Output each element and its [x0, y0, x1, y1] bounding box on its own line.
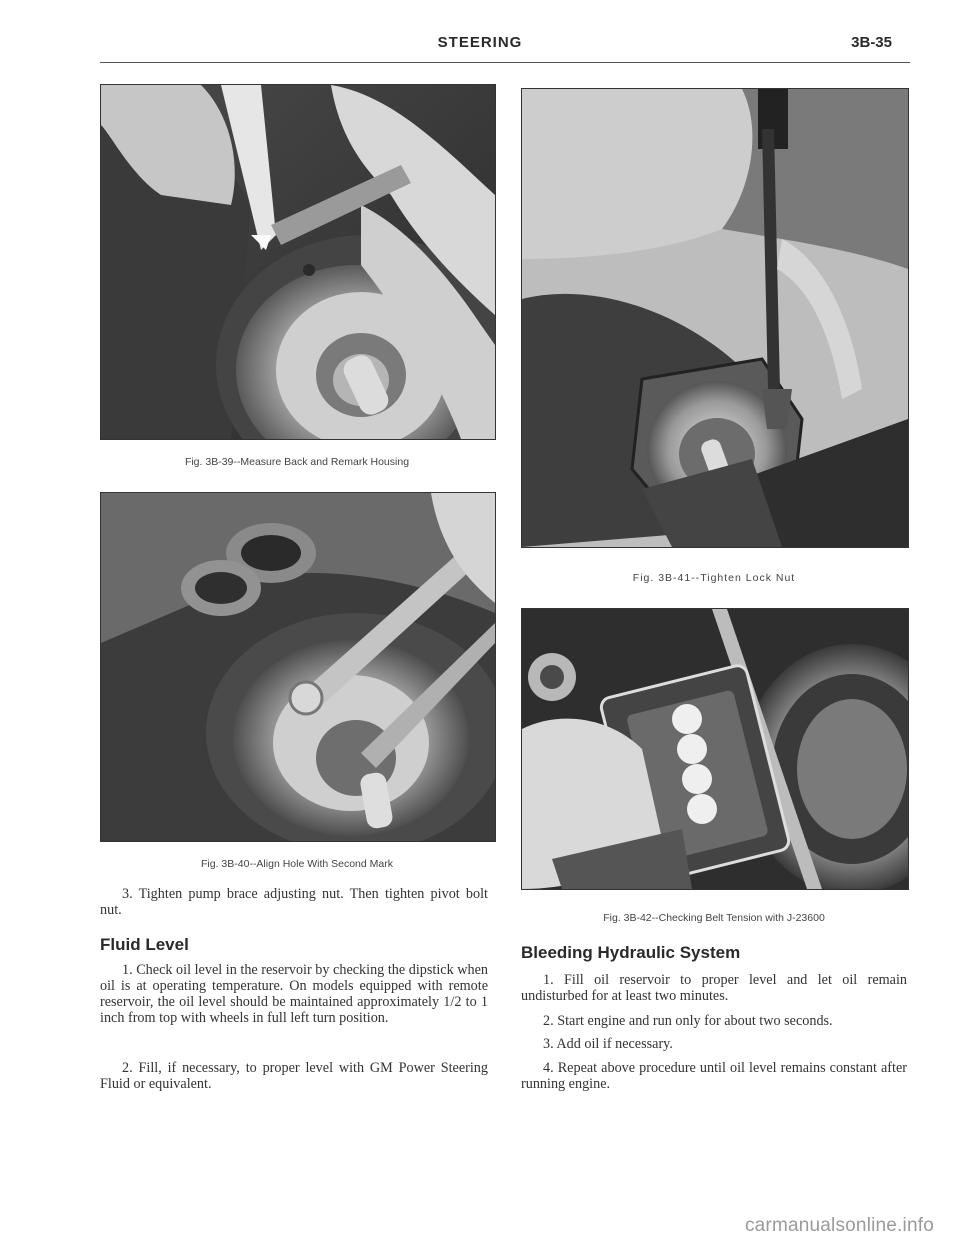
page-header-title: STEERING [437, 34, 523, 51]
site-watermark: carmanualsonline.info [744, 1215, 934, 1236]
figure-3b-41-photo [521, 88, 909, 548]
fluid-level-step-2: 2. Fill, if necessary, to proper level with GM Power Steering Fluid or equivalent. [100, 1060, 488, 1092]
bleeding-hydraulic-system-heading: Bleeding Hydraulic System [521, 943, 741, 962]
figure-3b-39-photo [100, 84, 496, 440]
figure-3b-40-caption: Fig. 3B-40--Align Hole With Second Mark [201, 858, 393, 870]
belt-tension-gauge-photo-illustration [522, 609, 908, 889]
measure-housing-photo-illustration [101, 85, 495, 439]
fluid-level-heading: Fluid Level [100, 935, 189, 954]
figure-3b-41-caption: Fig. 3B-41--Tighten Lock Nut [632, 572, 796, 584]
page-number: 3B-35 [851, 34, 892, 51]
header-rule [100, 62, 910, 63]
bleeding-step-3: 3. Add oil if necessary. [543, 1036, 673, 1052]
bleeding-step-4: 4. Repeat above procedure until oil level remains constant after running engine. [521, 1060, 907, 1092]
figure-3b-40-photo [100, 492, 496, 842]
figure-3b-42-caption: Fig. 3B-42--Checking Belt Tension with J-23600 [603, 912, 825, 924]
bleeding-step-2: 2. Start engine and run only for about two seconds. [543, 1013, 833, 1029]
figure-3b-39-caption: Fig. 3B-39--Measure Back and Remark Housing [184, 456, 410, 468]
fluid-level-step-1: 1. Check oil level in the reservoir by checking the dipstick when oil is at operating temperature. On models equipped with remote reservoir, the oil level should be maintained approximately 1/2 to 1 inch from top with wheels in full left turn position. [100, 962, 488, 1026]
tighten-lock-nut-photo-illustration [522, 89, 908, 547]
align-hole-photo-illustration [101, 493, 495, 841]
left-step-3: 3. Tighten pump brace adjusting nut. Then tighten pivot bolt nut. [100, 886, 488, 918]
bleeding-step-1: 1. Fill oil reservoir to proper level and let oil remain undisturbed for at least two minutes. [521, 972, 907, 1004]
figure-3b-42-photo [521, 608, 909, 890]
